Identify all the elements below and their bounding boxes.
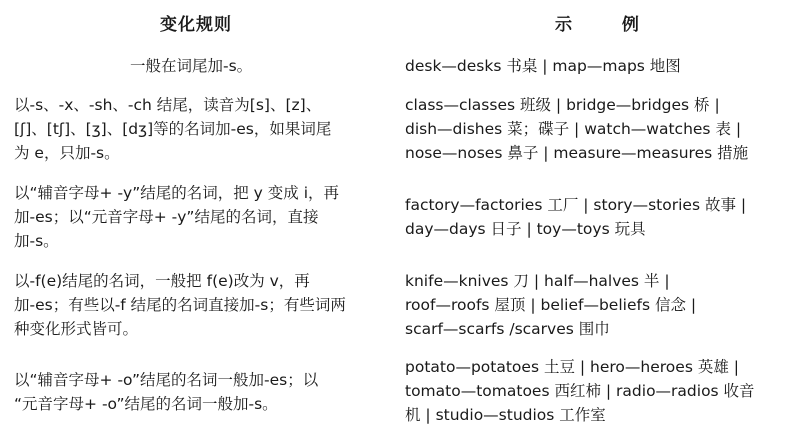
rule-line: 一般在词尾加-s。 (130, 57, 253, 75)
rule-line: 为 e，只加-s。 (14, 144, 120, 162)
rule-line: 以“辅音字母+ -y”结尾的名词，把 y 变成 i，再 (14, 184, 340, 202)
example-line: roof—roofs 屋顶 | belief—beliefs 信念 | (405, 296, 697, 314)
example-line: factory—factories 工厂 | story—stories 故事 | (405, 196, 747, 214)
rule-line: “元音字母+ -o”结尾的名词一般加-s。 (14, 395, 278, 413)
rule-cell-3 (14, 181, 384, 253)
rule-line: 加-s。 (14, 232, 59, 250)
example-line: class—classes 班级 | bridge—bridges 桥 | (405, 96, 720, 114)
rule-cell-5 (14, 368, 384, 416)
rule-line: 以-f(e)结尾的名词，一般把 f(e)改为 v，再 (14, 272, 310, 290)
example-line: tomato—tomatoes 西红柿 | radio—radios 收音 (405, 382, 755, 400)
example-column-header: 示 例 (555, 15, 661, 35)
rule-line: 以“辅音字母+ -o”结尾的名词一般加-es；以 (14, 371, 319, 389)
example-cell-2 (405, 93, 805, 165)
rule-line: [ʃ]、[tʃ]、[ʒ]、[dʒ]等的名词加-es，如果词尾 (14, 120, 332, 138)
rule-line: 种变化形式皆可。 (14, 320, 139, 338)
example-line: dish—dishes 菜；碟子 | watch—watches 表 | (405, 120, 742, 138)
example-line: 机 | studio—studios 工作室 (405, 406, 606, 424)
rule-line: 加-es；有些以-f 结尾的名词直接加-s；有些词两 (14, 296, 346, 314)
example-cell-3 (405, 193, 805, 241)
example-cell-4 (405, 269, 805, 341)
example-line: nose—noses 鼻子 | measure—measures 措施 (405, 144, 749, 162)
rule-cell-2 (14, 93, 384, 165)
rule-cell-4 (14, 269, 384, 341)
example-line: desk—desks 书桌 | map—maps 地图 (405, 57, 681, 75)
example-line: knife—knives 刀 | half—halves 半 | (405, 272, 670, 290)
rule-column-header: 变化规则 (160, 15, 232, 35)
rule-line: 加-es；以“元音字母+ -y”结尾的名词，直接 (14, 208, 319, 226)
rule-line: 以-s、-x、-sh、-ch 结尾，读音为[s]、[z]、 (14, 96, 322, 114)
example-cell-5 (405, 355, 805, 427)
example-line: potato—potatoes 土豆 | hero—heroes 英雄 | (405, 358, 739, 376)
example-cell-1 (405, 54, 805, 78)
example-line: day—days 日子 | toy—toys 玩具 (405, 220, 646, 238)
example-line: scarf—scarfs /scarves 围巾 (405, 320, 610, 338)
